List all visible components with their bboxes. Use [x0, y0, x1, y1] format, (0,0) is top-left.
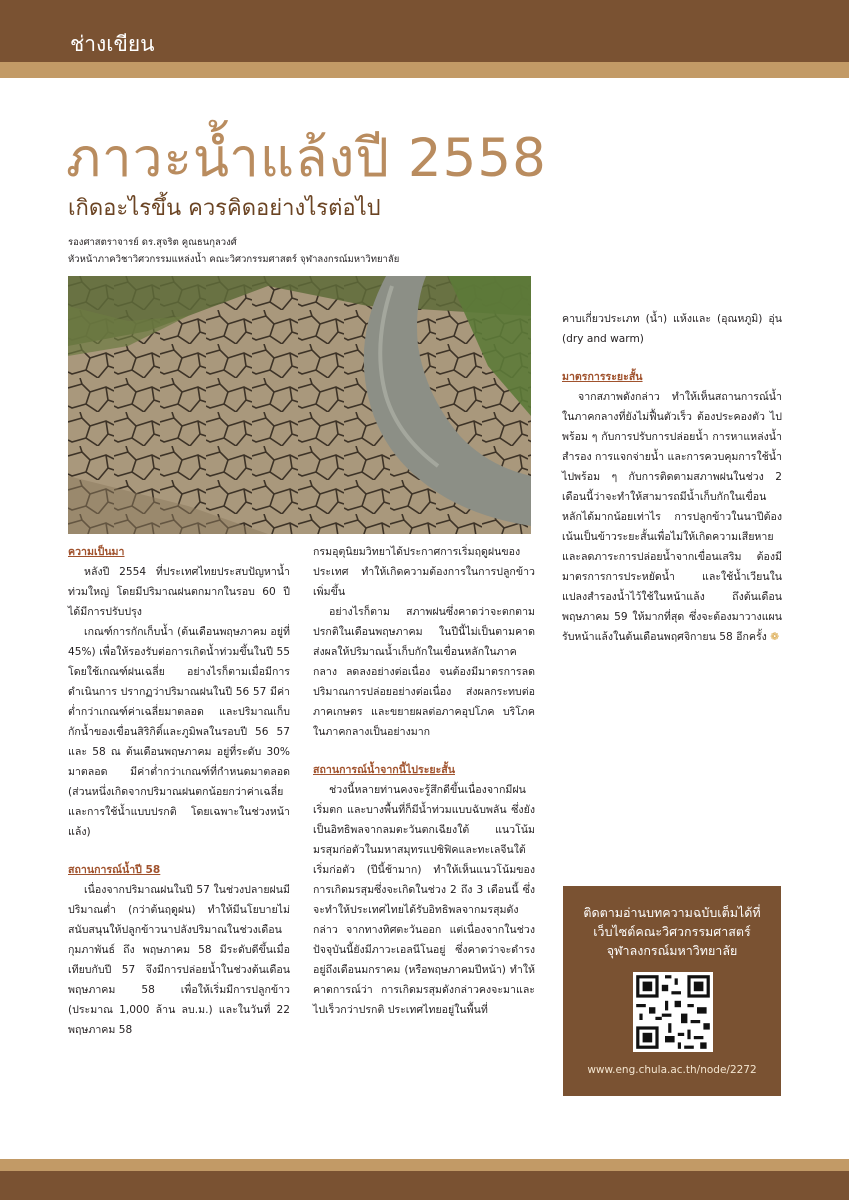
paragraph: อย่างไรก็ตาม สภาพฝนซึ่งคาดว่าจะตกตามปรกติในเดือนพฤษภาคม ในปีนี้ไม่เป็นตามคาด ส่งผลให้ปริมาณน้ำเก็บกักในเขื่อนหลักในภาคกลาง ลดลงอย่างต่อเนื่อง จนต้องมีมาตรการลดปริมาณการปล่อยอย่างต่อเนื่อง ส่งผลกระทบต่อภาคเกษตร และขยายผลต่อภาคอุปโภค บริโภค ในภาคกลางเป็นอย่างมาก: [313, 606, 535, 738]
heading-short-term-situation: สถานการณ์น้ำจากนี้ไประยะสั้น: [313, 764, 455, 776]
heading-water-situation-58: สถานการณ์น้ำปี 58: [68, 864, 161, 876]
paragraph: เกณฑ์การกักเก็บน้ำ (ต้นเดือนพฤษภาคม อยู่ที่ 45%) เพื่อให้รองรับต่อการเกิดน้ำท่วมขึ้นในปี 55 โดยใช้เกณฑ์ฝนเฉลี่ย อย่างไรก็ตามเมื่อมีการดำเนินการ ปรากฏว่าปริมาณฝนในปี 56 57 มีค่าต่ำกว่าเกณฑ์ค่าเฉลี่ยมาตลอด และปริมาณเก็บกักน้ำของเขื่อนสิริกิติ์และภูมิพลในรอบปี 56 57 และ 58 ณ ต้นเดือนพฤษภาคม อยู่ที่ระดับ 30% มาตลอด มีค่าต่ำกว่าเกณฑ์ที่กำหนดมาตลอด (ส่วนหนึ่งเกิดจากปริมาณฝนตกน้อยกว่าค่าเฉลี่ยและการใช้น้ำแบบปรกติ โดยเฉพาะในช่วงหน้าแล้ง): [68, 626, 290, 838]
heading-short-term-measures: มาตรการระยะสั้น: [562, 371, 643, 383]
footer-stripe: [0, 1159, 849, 1171]
promo-url-link[interactable]: www.eng.chula.ac.th/node/2272: [587, 1064, 757, 1076]
promo-box: [563, 886, 781, 1096]
column-1: [68, 542, 290, 1040]
author-affiliation: หัวหน้าภาควิชาวิศวกรรมแหล่งน้ำ คณะวิศวกรรมศาสตร์ จุฬาลงกรณ์มหาวิทยาลัย: [68, 254, 400, 265]
end-mark-icon: ❁: [770, 631, 780, 643]
promo-text: [563, 903, 781, 960]
paragraph: กรมอุตุนิยมวิทยาได้ประกาศการเริ่มฤดูฝนของประเทศ ทำให้เกิดความต้องการในการปลูกข้าวเพิ่มขึ้น: [313, 546, 535, 598]
heading-background: ความเป็นมา: [68, 546, 125, 558]
column-3: [562, 309, 782, 647]
drought-photo: [68, 276, 531, 534]
paragraph: [562, 387, 782, 647]
paragraph: หลังปี 2554 ที่ประเทศไทยประสบปัญหาน้ำท่วมใหญ่ โดยมีปริมาณฝนตกมากในรอบ 60 ปี ได้มีการปรับปรุง: [68, 566, 290, 618]
paragraph: ช่วงนี้หลายท่านคงจะรู้สึกดีขึ้นเนื่องจากมีฝนเริ่มตก และบางพื้นที่ก็มีน้ำท่วมแบบฉับพลัน ซึ่งยังเป็นอิทธิพลจากลมตะวันตกเฉียงใต้ แนวโน้มมรสุมก่อตัวในมหาสมุทรแปซิฟิคและทะเลจีนใต้เริ่มก่อตัว (ปีนี้ช้ามาก) ทำให้เห็นแนวโน้มของการเกิดมรสุมซึ่งจะเกิดในช่วง 2 ถึง 3 เดือนนี้ ซึ่งจะทำให้ประเทศไทยได้รับอิทธิพลจากมรสุมดังกล่าว จากทางทิศตะวันออก แต่เนื่องจากในช่วงปัจจุบันนี้ยังมีภาวะเอลนีโนอยู่ ซึ่งคาดว่าจะดำรงอยู่ถึงเดือนมกราคม (หรือพฤษภาคมปีหน้า) ทำให้คาดการณ์ว่า การเกิดมรสุมดังกล่าวคงจะมาและไปเร็วกว่าปรกติ ประเทศไทยอยู่ในพื้นที่: [313, 784, 535, 1016]
qr-code-icon[interactable]: [633, 972, 713, 1052]
paragraph: เนื่องจากปริมาณฝนในปี 57 ในช่วงปลายฝนมีปริมาณต่ำ (กว่าต้นฤดูฝน) ทำให้มีนโยบายไม่สนับสนุนให้ปลูกข้าวนาปลังปริมาณในช่วงเดือน กุมภาพันธ์ ถึง พฤษภาคม 58 มีระดับดีขึ้นเมื่อเทียบกับปี 57 จึงมีการปล่อยน้ำในช่วงต้นเดือนพฤษภาคม 58 เพื่อให้เริ่มมีการปลูกข้าว (ประมาณ 1,000 ล้าน ลบ.ม.) และในวันที่ 22 พฤษภาคม 58: [68, 884, 290, 1036]
article-subtitle: เกิดอะไรขึ้น ควรคิดอย่างไรต่อไป: [68, 196, 381, 221]
header-stripe: [0, 62, 849, 78]
section-label: ช่างเขียน: [70, 32, 155, 56]
author-name: รองศาสตราจารย์ ดร.สุจริต คูณธนกุลวงศ์: [68, 237, 237, 248]
paragraph: คาบเกี่ยวประเภท (น้ำ) แห้งและ (อุณหภูมิ) อุ่น (dry and warm): [562, 313, 782, 345]
column-2: [313, 542, 535, 1020]
paragraph-text: จากสภาพดังกล่าว ทำให้เห็นสถานการณ์น้ำในภาคกลางที่ยังไม่ฟื้นตัวเร็ว ต้องประคองตัว ไปพร้อม ๆ กับการปรับการปล่อยน้ำ การหาแหล่งน้ำสำรอง การแจกจ่ายน้ำ และการควบคุมการใช้น้ำไปพร้อม ๆ กับการติดตามสภาพฝนในช่วง 2 เดือนนี้ว่าจะทำให้สามารถมีน้ำเก็บกักในเขื่อนหลักได้มากน้อยเท่าไร การปลูกข้าวในนาปีต้องเน้นเป็นข้าวระยะสั้นเพื่อไม่ให้เกิดความเสียหาย และลดภาระการปล่อยน้ำจากเขื่อนเสริม ต้องมีมาตรการการประหยัดน้ำ และใช้น้ำเวียนในแปลงสำรองน้ำไว้ใช้ในหน้าแล้ง ถึงต้นเดือนพฤษภาคม 59 ให้มากที่สุด ซึ่งจะต้องมาวางแผนรับหน้าแล้งในต้นเดือนพฤศจิกายน 58 อีกครั้ง: [562, 391, 782, 643]
promo-line: เว็บไซต์คณะวิศวกรรมศาสตร์: [593, 924, 751, 939]
article-title: ภาวะน้ำแล้งปี 2558: [66, 128, 547, 189]
promo-line: จุฬาลงกรณ์มหาวิทยาลัย: [606, 943, 738, 958]
promo-line: ติดตามอ่านบทความฉบับเต็มได้ที่: [583, 905, 761, 920]
